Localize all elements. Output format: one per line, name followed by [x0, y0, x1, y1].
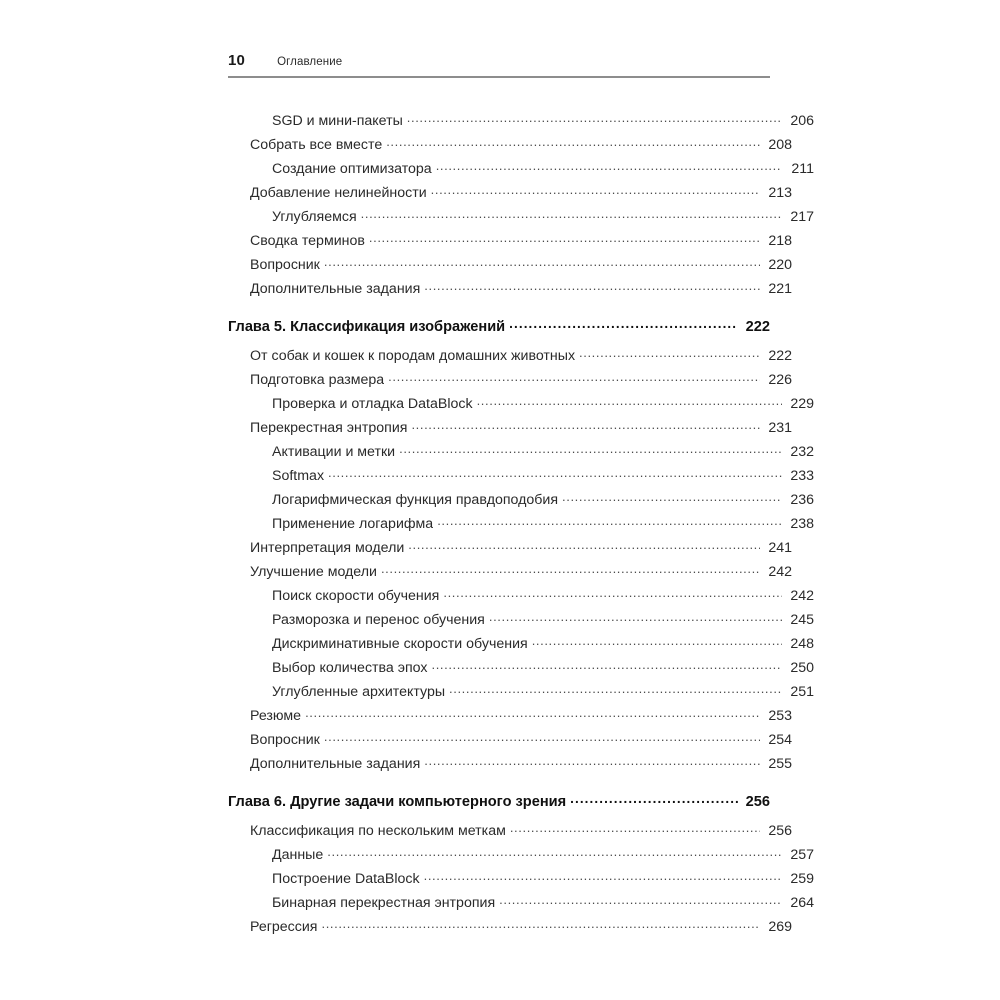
toc-entry-page-number: 231 — [768, 419, 792, 436]
toc-entry-label: Вопросник — [250, 256, 320, 273]
toc-entry-label: Дополнительные задания — [250, 755, 421, 772]
toc-entry-label: Глава 6. Другие задачи компьютерного зрения — [228, 794, 567, 811]
toc-entry-page-number: 248 — [790, 635, 814, 652]
toc-dot-leader — [324, 255, 760, 269]
toc-entry-row[interactable] — [228, 658, 814, 682]
toc-chapter-row[interactable] — [228, 792, 770, 818]
toc-dot-leader — [424, 279, 760, 293]
toc-dot-leader — [408, 538, 760, 552]
running-head — [228, 52, 770, 72]
toc-entry-row[interactable] — [228, 893, 814, 917]
toc-entry-page-number: 218 — [768, 232, 792, 249]
toc-entry-page-number: 250 — [790, 659, 814, 676]
toc-dot-leader — [436, 159, 782, 173]
toc-dot-leader — [305, 706, 760, 720]
toc-dot-leader — [562, 490, 782, 504]
toc-entry-row[interactable] — [228, 869, 814, 893]
toc-entry-label: Сводка терминов — [250, 232, 365, 249]
toc-entry-label: Активации и метки — [272, 443, 396, 460]
toc-entry-label: Дискриминативные скорости обучения — [272, 635, 528, 652]
toc-entry-row[interactable] — [228, 111, 814, 135]
toc-entry-label: Бинарная перекрестная энтропия — [272, 894, 496, 911]
toc-entry-page-number: 257 — [790, 846, 814, 863]
toc-entry-row[interactable] — [228, 418, 792, 442]
toc-entry-page-number: 213 — [768, 184, 792, 201]
toc-list — [228, 111, 814, 941]
toc-entry-label: Добавление нелинейности — [250, 184, 427, 201]
toc-dot-leader — [369, 231, 760, 245]
toc-entry-row[interactable] — [228, 135, 792, 159]
toc-entry-label: SGD и мини-пакеты — [272, 112, 403, 129]
toc-entry-page-number: 238 — [790, 515, 814, 532]
toc-dot-leader — [381, 562, 760, 576]
toc-entry-page-number: 233 — [790, 467, 814, 484]
toc-entry-page-number: 211 — [791, 160, 814, 177]
toc-dot-leader — [327, 845, 782, 859]
toc-dot-leader — [570, 792, 738, 807]
toc-entry-row[interactable] — [228, 490, 814, 514]
toc-dot-leader — [443, 586, 782, 600]
toc-entry-row[interactable] — [228, 562, 792, 586]
running-head-title: Оглавление — [277, 56, 343, 68]
toc-entry-row[interactable] — [228, 279, 792, 303]
toc-entry-row[interactable] — [228, 514, 814, 538]
toc-entry-page-number: 217 — [790, 208, 814, 225]
toc-dot-leader — [324, 730, 760, 744]
toc-dot-leader — [411, 418, 760, 432]
toc-entry-label: Данные — [272, 846, 324, 863]
toc-entry-label: Регрессия — [250, 918, 318, 935]
toc-entry-page-number: 256 — [768, 822, 792, 839]
toc-entry-row[interactable] — [228, 207, 814, 231]
toc-entry-page-number: 251 — [790, 683, 814, 700]
toc-entry-page-number: 220 — [768, 256, 792, 273]
toc-entry-label: Перекрестная энтропия — [250, 419, 408, 436]
toc-dot-leader — [321, 917, 760, 931]
toc-entry-page-number: 222 — [745, 319, 770, 336]
toc-entry-row[interactable] — [228, 634, 814, 658]
toc-entry-page-number: 245 — [790, 611, 814, 628]
toc-dot-leader — [532, 634, 782, 648]
toc-dot-leader — [499, 893, 782, 907]
toc-entry-label: Подготовка размера — [250, 371, 385, 388]
toc-dot-leader — [388, 370, 760, 384]
toc-entry-row[interactable] — [228, 466, 814, 490]
toc-entry-row[interactable] — [228, 346, 792, 370]
toc-entry-row[interactable] — [228, 821, 792, 845]
toc-entry-row[interactable] — [228, 255, 792, 279]
toc-entry-row[interactable] — [228, 706, 792, 730]
toc-entry-row[interactable] — [228, 370, 792, 394]
toc-entry-label: Выбор количества эпох — [272, 659, 428, 676]
toc-entry-page-number: 242 — [790, 587, 814, 604]
toc-entry-page-number: 232 — [790, 443, 814, 460]
toc-dot-leader — [509, 317, 738, 332]
toc-entry-label: Softmax — [272, 467, 325, 484]
toc-entry-row[interactable] — [228, 730, 792, 754]
toc-entry-label: Логарифмическая функция правдоподобия — [272, 491, 559, 508]
toc-entry-page-number: 255 — [768, 755, 792, 772]
toc-entry-label: Интерпретация модели — [250, 539, 405, 556]
page-content — [228, 52, 814, 941]
toc-dot-leader — [437, 514, 782, 528]
toc-entry-row[interactable] — [228, 442, 814, 466]
toc-entry-label: Создание оптимизатора — [272, 160, 432, 177]
toc-entry-page-number: 206 — [790, 112, 814, 129]
toc-entry-row[interactable] — [228, 754, 792, 778]
toc-entry-row[interactable] — [228, 845, 814, 869]
toc-dot-leader — [510, 821, 760, 835]
toc-entry-row[interactable] — [228, 159, 814, 183]
toc-entry-label: Резюме — [250, 707, 302, 724]
toc-entry-label: Классификация по нескольким меткам — [250, 822, 506, 839]
toc-dot-leader — [361, 207, 782, 221]
toc-entry-row[interactable] — [228, 538, 792, 562]
toc-entry-row[interactable] — [228, 682, 814, 706]
toc-entry-page-number: 264 — [790, 894, 814, 911]
toc-entry-label: Проверка и отладка DataBlock — [272, 395, 473, 412]
toc-entry-row[interactable] — [228, 231, 792, 255]
toc-entry-page-number: 253 — [768, 707, 792, 724]
toc-entry-row[interactable] — [228, 183, 792, 207]
toc-entry-page-number: 242 — [768, 563, 792, 580]
toc-entry-page-number: 241 — [768, 539, 792, 556]
toc-entry-label: Глава 5. Классификация изображений — [228, 319, 506, 336]
toc-dot-leader — [477, 394, 782, 408]
toc-entry-label: Улучшение модели — [250, 563, 377, 580]
toc-entry-page-number: 222 — [768, 347, 792, 364]
toc-entry-label: Вопросник — [250, 731, 320, 748]
toc-entry-page-number: 254 — [768, 731, 792, 748]
toc-entry-row[interactable] — [228, 917, 792, 941]
toc-dot-leader — [432, 658, 783, 672]
toc-entry-label: От собак и кошек к породам домашних животных — [250, 347, 576, 364]
toc-entry-row[interactable] — [228, 586, 814, 610]
toc-entry-label: Поиск скорости обучения — [272, 587, 440, 604]
toc-entry-row[interactable] — [228, 610, 814, 634]
toc-entry-page-number: 221 — [768, 280, 792, 297]
toc-dot-leader — [579, 346, 760, 360]
toc-dot-leader — [449, 682, 782, 696]
toc-dot-leader — [424, 869, 782, 883]
toc-chapter-row[interactable] — [228, 317, 770, 343]
toc-dot-leader — [407, 111, 782, 125]
toc-entry-label: Разморозка и перенос обучения — [272, 611, 485, 628]
toc-entry-page-number: 269 — [768, 918, 792, 935]
toc-entry-page-number: 259 — [790, 870, 814, 887]
toc-entry-label: Дополнительные задания — [250, 280, 421, 297]
toc-dot-leader — [431, 183, 760, 197]
toc-entry-label: Построение DataBlock — [272, 870, 420, 887]
running-head-page-number: 10 — [228, 52, 246, 69]
toc-entry-row[interactable] — [228, 394, 814, 418]
toc-entry-label: Применение логарифма — [272, 515, 434, 532]
toc-entry-label: Углубляемся — [272, 208, 357, 225]
toc-dot-leader — [399, 442, 782, 456]
toc-dot-leader — [328, 466, 782, 480]
toc-entry-label: Углубленные архитектуры — [272, 683, 446, 700]
toc-entry-page-number: 256 — [745, 794, 770, 811]
toc-entry-page-number: 208 — [768, 136, 792, 153]
toc-dot-leader — [424, 754, 760, 768]
toc-dot-leader — [489, 610, 782, 624]
toc-entry-label: Собрать все вместе — [250, 136, 383, 153]
toc-entry-page-number: 236 — [790, 491, 814, 508]
toc-entry-page-number: 226 — [768, 371, 792, 388]
running-head-rule — [228, 76, 770, 78]
toc-entry-page-number: 229 — [790, 395, 814, 412]
toc-dot-leader — [386, 135, 760, 149]
